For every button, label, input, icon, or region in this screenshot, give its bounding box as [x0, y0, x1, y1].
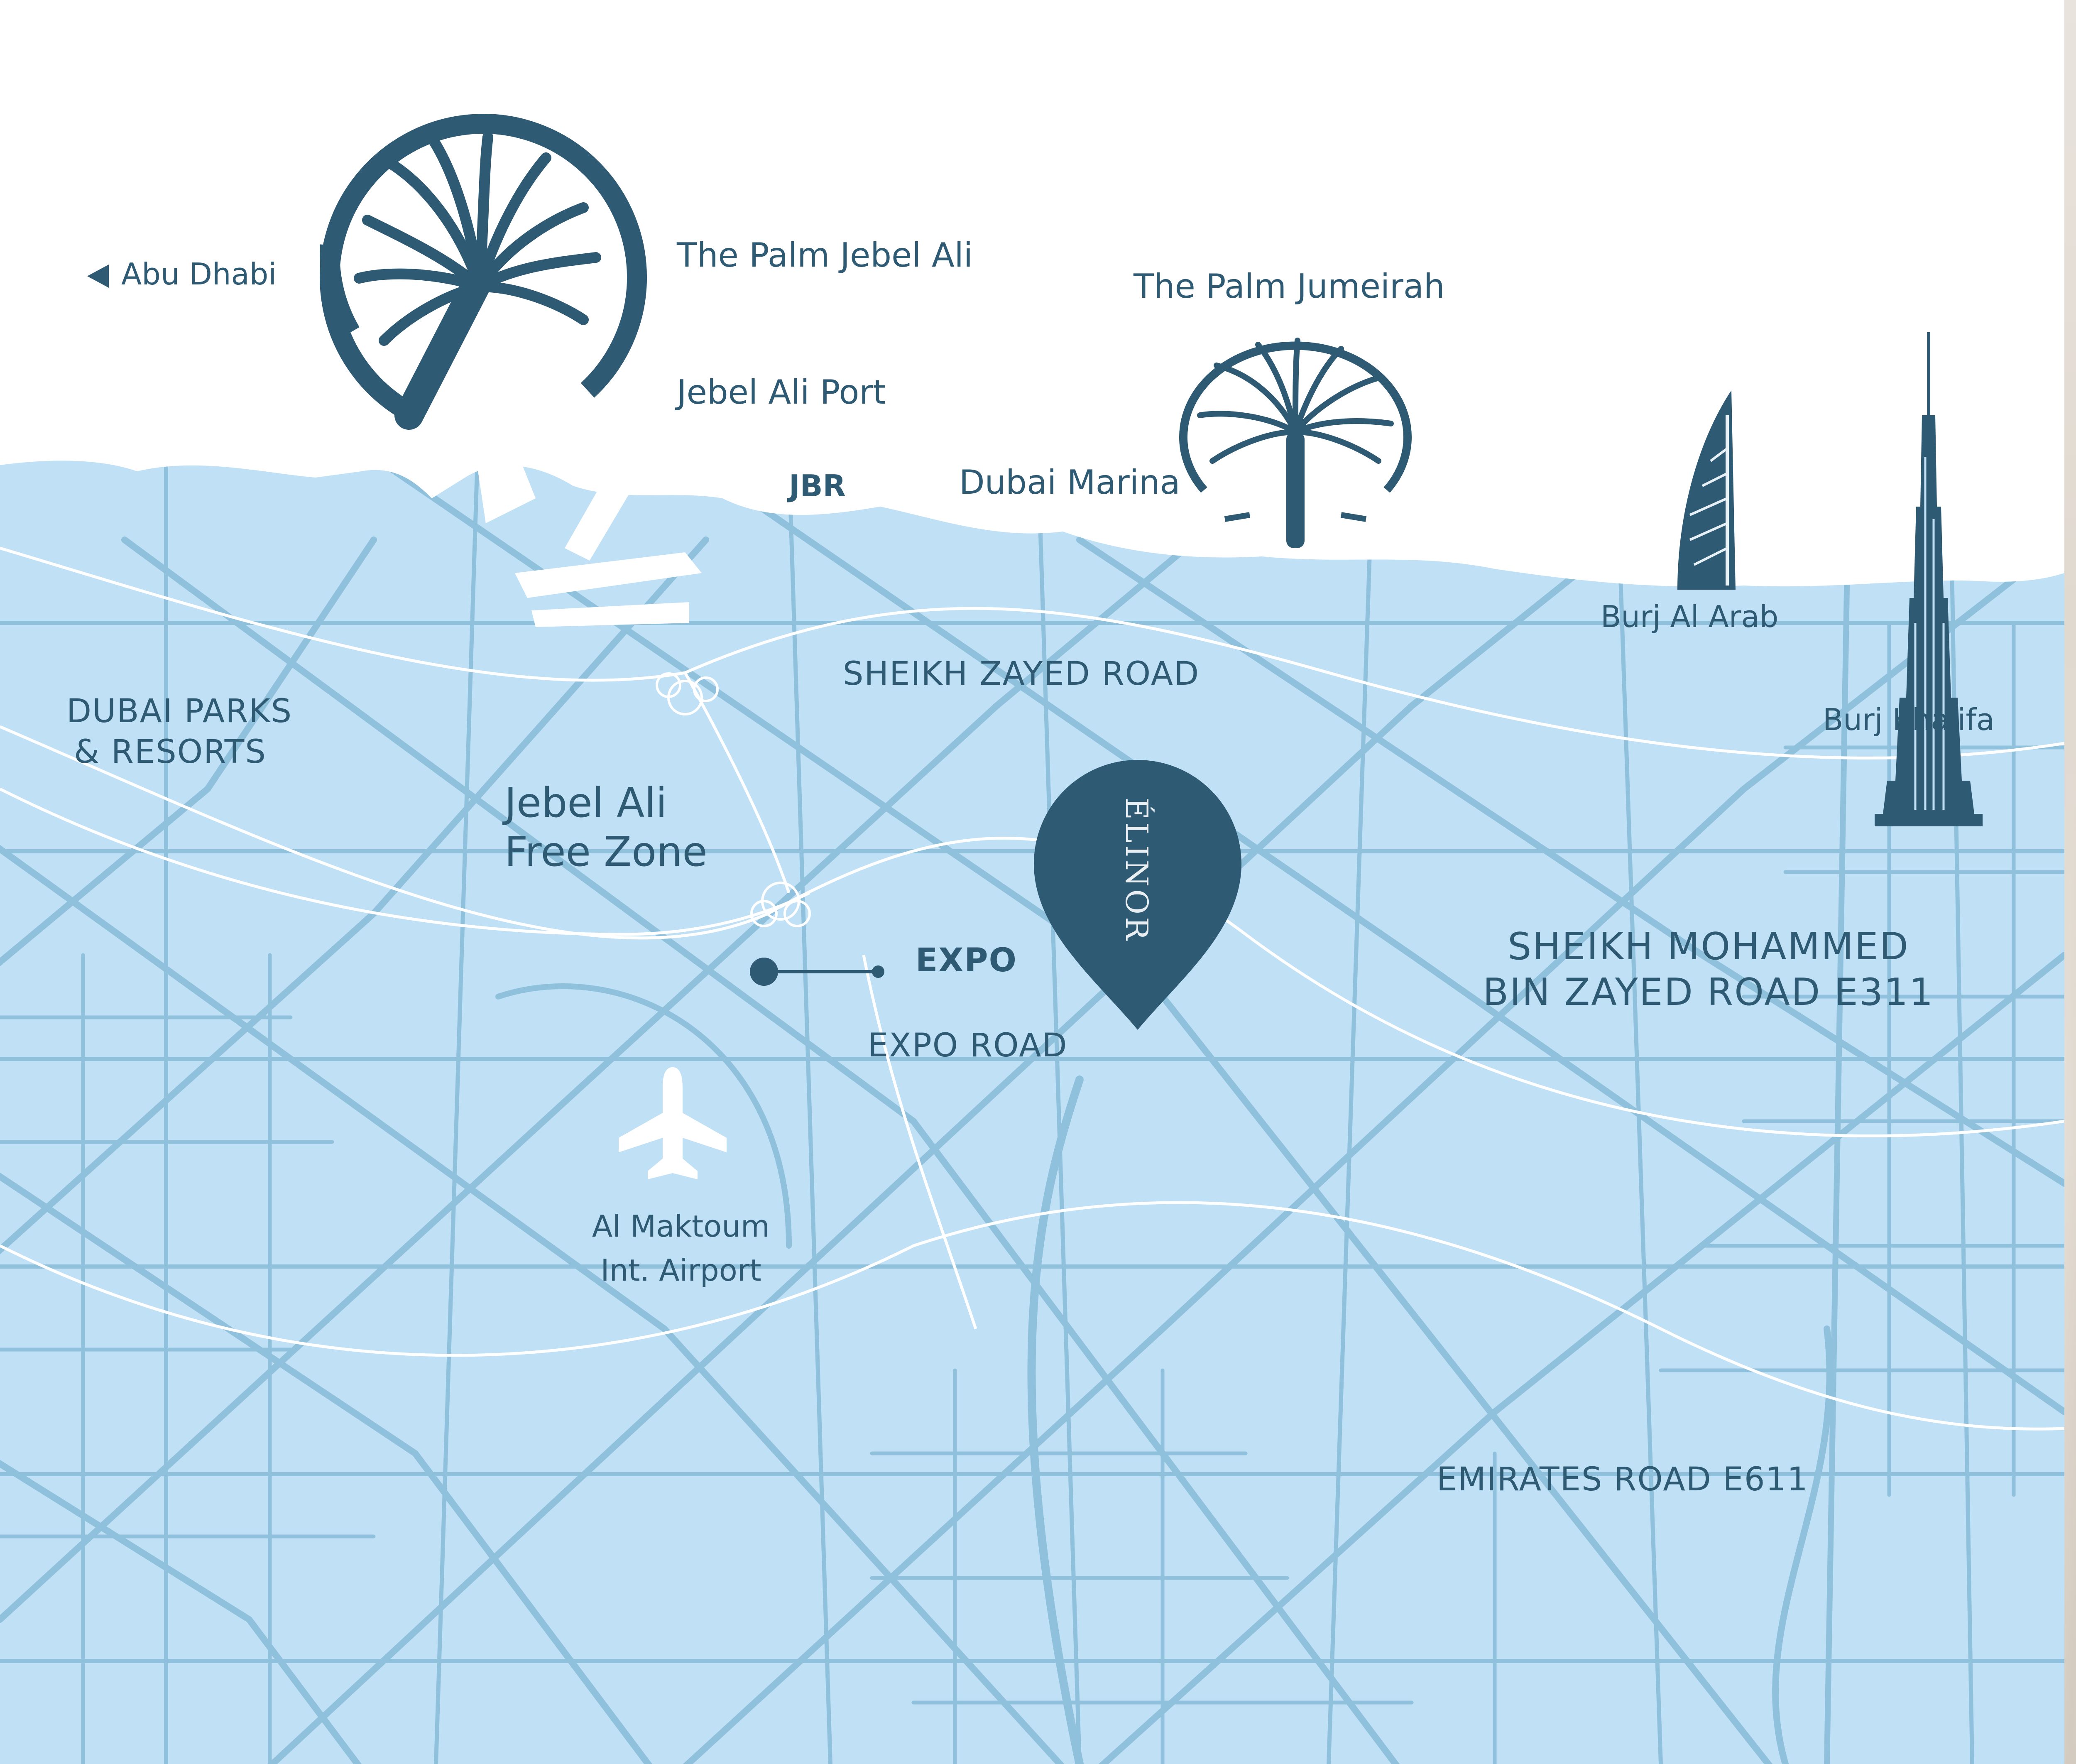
burj-khalifa-label: Burj Khalifa: [1823, 702, 1995, 737]
left-arrow-icon: [87, 265, 109, 288]
palm-jumeirah-label: The Palm Jumeirah: [1133, 267, 1445, 306]
burj-al-arab-icon: [1677, 390, 1736, 590]
emirates-road-label: EMIRATES ROAD E611: [1437, 1461, 1809, 1498]
palm-jebel-ali-label: The Palm Jebel Ali: [677, 236, 973, 274]
palm-jebel-ali-icon: [330, 124, 637, 415]
smbz-line1: SHEIKH MOHAMMED: [1508, 925, 1910, 968]
expo-label: EXPO: [916, 942, 1017, 979]
burj-al-arab-label: Burj Al Arab: [1601, 599, 1779, 634]
jbr-label: JBR: [789, 468, 846, 503]
expo-road-label: EXPO ROAD: [868, 1027, 1068, 1064]
dubai-marina-label: Dubai Marina: [959, 463, 1180, 502]
jebel-ali-fz-line2: Free Zone: [504, 828, 708, 876]
airport-line2: Int. Airport: [600, 1253, 761, 1288]
smbz-line2: BIN ZAYED ROAD E311: [1483, 970, 1934, 1014]
airport-label: [552, 1204, 810, 1292]
smbz-road-label: [1470, 924, 1947, 1015]
pin-brand-text: ÉLINOR: [1119, 797, 1154, 943]
airport-line1: Al Maktoum: [592, 1209, 770, 1244]
jebel-ali-fz-line1: Jebel Ali: [504, 779, 667, 827]
sheikh-zayed-road-label: SHEIKH ZAYED ROAD: [843, 655, 1200, 693]
dubai-parks-label: [66, 691, 293, 772]
dubai-parks-line1: DUBAI PARKS: [66, 693, 293, 730]
jebel-ali-free-zone-label: [504, 779, 708, 877]
jebel-ali-port-label: Jebel Ali Port: [677, 373, 886, 412]
abu-dhabi-label: Abu Dhabi: [87, 255, 277, 293]
dubai-parks-line2: & RESORTS: [74, 733, 267, 771]
info-panel: [2064, 0, 2076, 1764]
palm-jumeirah-icon: [1183, 341, 1408, 548]
